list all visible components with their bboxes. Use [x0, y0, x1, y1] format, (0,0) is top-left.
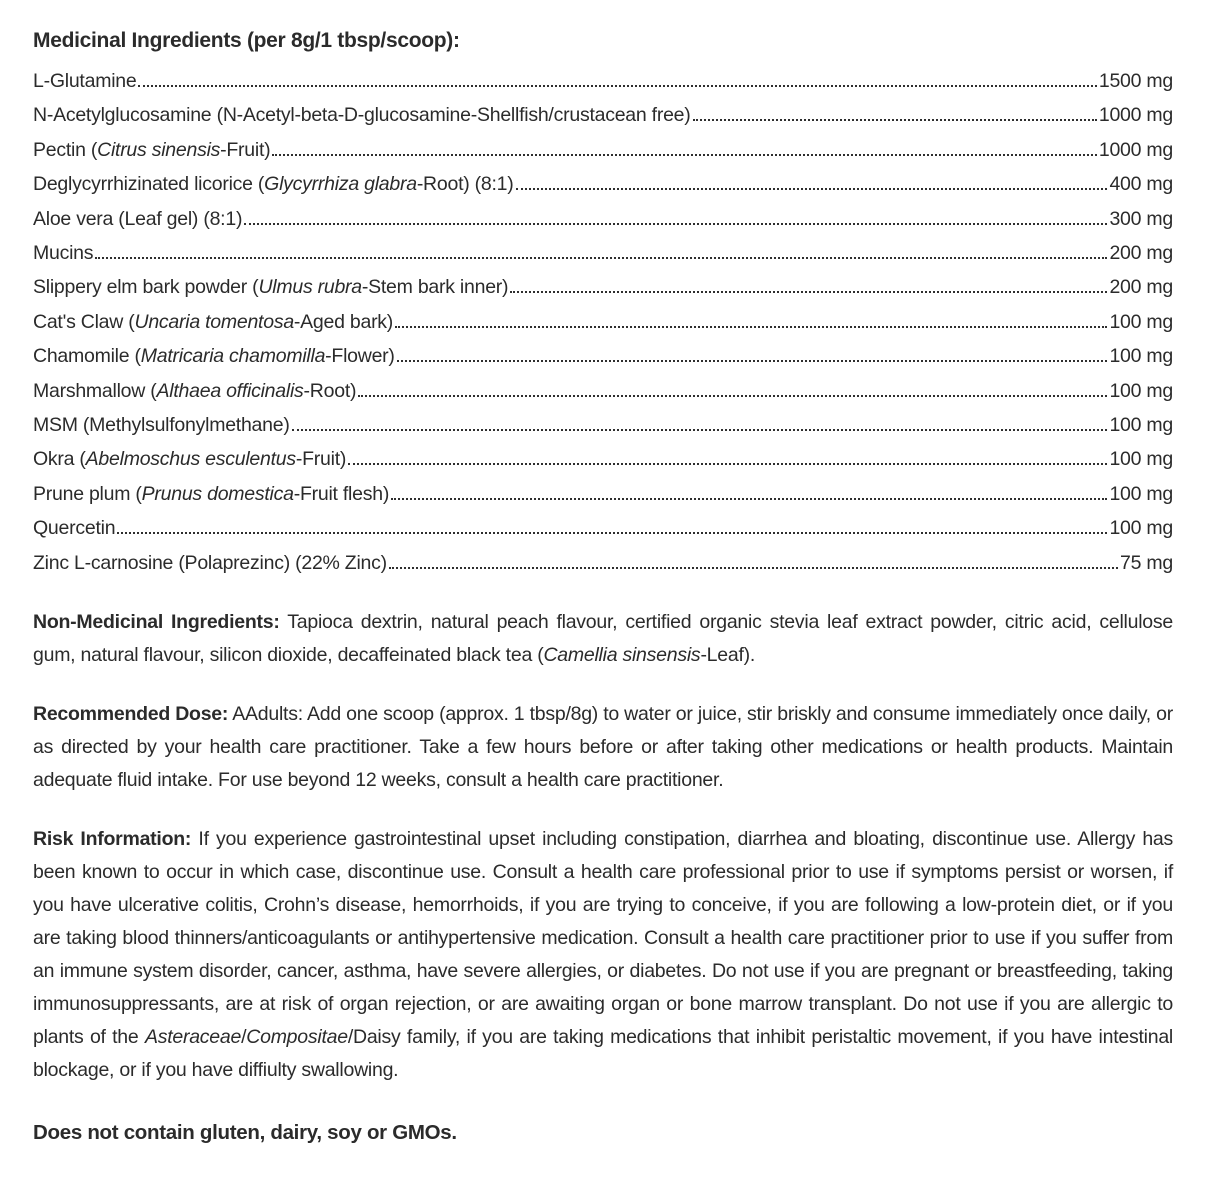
dotted-leader: [348, 463, 1107, 465]
dotted-leader: [292, 429, 1108, 431]
ingredient-row: [33, 546, 1173, 580]
ingredient-name: N-Acetylglucosamine (N-Acetyl-beta-D-glucosamine-Shellfish/crustacean free): [33, 104, 691, 127]
ingredient-amount: 400 mg: [1109, 173, 1173, 196]
ingredient-name: L-Glutamine: [33, 70, 137, 92]
risk-information-text: If you experience gastrointestinal upset including constipation, diarrhea and bloating, discontinue use. Allergy has been known to occur in which case, discontinue use. Consult a health care professional prior to use if symptoms persist or worsen, if you have ulcerative colitis, Crohn’s disease, hemorrhoids, if you are trying to conceive, if you are following a low-protein diet, or if you are taking blood thinners/anticoagulants or antihypertensive medication. Consult a health care practitioner prior to use if you suffer from an immune system disorder, cancer, asthma, have severe allergies, or diabetes. Do not use if you are pregnant or breastfeeding, taking immunosuppressants, are at risk of organ rejection, or are awaiting organ or bone marrow transplant. Do not use if you are allergic to plants of the Asteraceae/Compositae/Daisy family, if you are taking medications that inhibit peristaltic movement, if you have intestinal blockage, or if you have diffiulty swallowing.: [33, 828, 1174, 1082]
ingredient-name: MSM (Methylsulfonylmethane): [33, 414, 290, 437]
ingredient-row: [33, 236, 1173, 270]
ingredient-amount: 1000 mg: [1098, 138, 1173, 161]
dotted-leader: [397, 360, 1108, 362]
ingredient-row: [33, 442, 1173, 476]
ingredient-name: Okra (Abelmoschus esculentus-Fruit): [33, 448, 347, 471]
ingredient-name: Marshmallow (Althaea officinalis-Root): [33, 379, 357, 402]
ingredient-row: [33, 511, 1173, 545]
ingredient-name: Aloe vera (Leaf gel) (8:1): [33, 207, 243, 230]
ingredient-amount: 100 mg: [1109, 310, 1173, 333]
ingredient-amount: 1000 mg: [1098, 104, 1173, 127]
ingredient-name: Zinc L-carnosine (Polaprezinc) (22% Zinc): [33, 551, 387, 574]
recommended-dose-label: Recommended Dose:: [33, 703, 229, 726]
ingredient-row: [33, 374, 1173, 408]
risk-information-paragraph: [33, 823, 1173, 1087]
dotted-leader: [389, 567, 1118, 569]
ingredient-amount: 100 mg: [1109, 379, 1173, 402]
ingredient-amount: 1500 mg: [1098, 70, 1173, 92]
ingredient-name: Pectin (Citrus sinensis-Fruit): [33, 138, 271, 161]
ingredient-amount: 200 mg: [1109, 276, 1173, 299]
non-medicinal-ingredients-paragraph: [33, 606, 1173, 672]
dotted-leader: [358, 395, 1107, 397]
ingredient-amount: 200 mg: [1109, 242, 1173, 265]
dotted-leader: [395, 326, 1107, 328]
ingredient-amount: 100 mg: [1109, 482, 1173, 505]
dotted-leader: [693, 119, 1097, 121]
ingredient-amount: 100 mg: [1109, 448, 1173, 471]
ingredient-name: Quercetin: [33, 517, 116, 540]
ingredient-row: [33, 98, 1173, 132]
dotted-leader: [244, 223, 1107, 225]
risk-information-label: Risk Information:: [33, 828, 192, 851]
ingredient-row: [33, 408, 1173, 442]
ingredient-amount: 300 mg: [1109, 207, 1173, 230]
recommended-dose-text: AAdults: Add one scoop (approx. 1 tbsp/8g) to water or juice, stir briskly and consume immediately once daily, or as directed by your health care practitioner. Take a few hours before or after taking other medications or health products. Maintain adequate fluid intake. For use beyond 12 weeks, consult a health care practitioner.: [33, 703, 1173, 792]
ingredient-row: [33, 477, 1173, 511]
ingredient-row: [33, 64, 1173, 98]
ingredient-name: Deglycyrrhizinated licorice (Glycyrrhiza glabra-Root) (8:1): [33, 173, 514, 196]
ingredient-name: Mucins: [33, 242, 94, 265]
non-medicinal-ingredients-label: Non-Medicinal Ingredients:: [33, 611, 280, 634]
dotted-leader: [117, 532, 1107, 534]
medicinal-ingredients-heading: Medicinal Ingredients (per 8g/1 tbsp/scoop):: [33, 29, 460, 52]
ingredient-row: [33, 339, 1173, 373]
dotted-leader: [510, 291, 1107, 293]
ingredient-name: Cat's Claw (Uncaria tomentosa-Aged bark): [33, 310, 394, 333]
ingredient-row: [33, 133, 1173, 167]
ingredient-amount: 100 mg: [1109, 345, 1173, 368]
dotted-leader: [516, 188, 1108, 190]
medicinal-ingredients-list: [33, 64, 1173, 580]
ingredient-name: Prune plum (Prunus domestica-Fruit flesh): [33, 482, 390, 505]
ingredient-row: [33, 305, 1173, 339]
ingredient-name: Chamomile (Matricaria chamomilla-Flower): [33, 345, 395, 368]
ingredient-row: [33, 167, 1173, 201]
dotted-leader: [391, 498, 1107, 500]
ingredient-row: [33, 270, 1173, 304]
ingredient-name: Slippery elm bark powder (Ulmus rubra-Stem bark inner): [33, 276, 509, 299]
ingredient-row: [33, 202, 1173, 236]
dotted-leader: [95, 257, 1107, 259]
ingredient-amount: 100 mg: [1109, 517, 1173, 540]
non-medicinal-ingredients-text: Tapioca dextrin, natural peach flavour, certified organic stevia leaf extract powder, citric acid, cellulose gum, natural flavour, silicon dioxide, decaffeinated black tea (Camellia sinsensis-Leaf).: [33, 611, 1173, 667]
ingredient-amount: 100 mg: [1109, 414, 1173, 437]
dotted-leader: [272, 154, 1096, 156]
recommended-dose-paragraph: [33, 698, 1173, 797]
dotted-leader: [138, 85, 1096, 87]
ingredient-amount: 75 mg: [1120, 551, 1173, 574]
does-not-contain-statement: Does not contain gluten, dairy, soy or GMOs.: [33, 1121, 457, 1145]
